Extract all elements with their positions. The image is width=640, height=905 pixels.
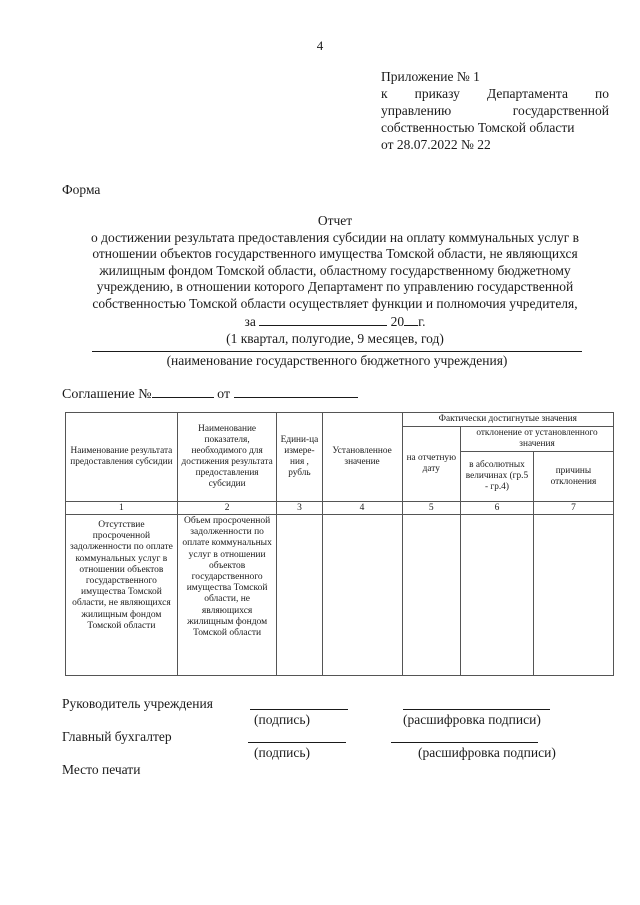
header-indicator-name: Наименование показателя, необходимого для достижения результата предоставления субсидии [177,413,277,502]
title-line-3: жилищным фондом Томской области, областному государственному бюджетному [99,262,571,278]
deviation-reasons-cell [533,515,613,676]
title-line-4: учреждению, в отношении которого Департамент по управлению государственной [96,279,574,294]
title-line-5: собственностью Томской области осуществляет функции и полномочия учредителя, [92,295,578,311]
appendix-line-3: управлению государственной [381,103,609,118]
reporting-date-cell [402,515,460,676]
result-name-cell: Отсутствие просроченной задолженности по оплате коммунальных услуг в отношении объектов государственного имущества Томской области, не являющихся жилищным фондом Томской области [66,515,178,676]
appendix-line-1: Приложение № 1 [381,69,480,84]
period-line [62,312,608,331]
header-actual-values: Фактически достигнутые значения [402,413,613,427]
header-deviation-reasons: причины отклонения [533,452,613,502]
column-number: 1 [66,502,178,515]
header-reporting-date: на отчетную дату [402,427,460,502]
agreement-line [62,384,358,403]
accountant-decode-caption: (расшифровка подписи) [418,745,556,760]
header-unit: Едини-ца измере-ния , рубль [277,413,322,502]
header-target-value: Установленное значение [322,413,402,502]
accountant-signature-caption: (подпись) [254,745,311,760]
column-number: 7 [533,502,613,515]
period-suffix: г. [418,314,426,329]
period-note: (1 квартал, полугодие, 9 месяцев, год) [226,330,444,346]
agreement-label: Соглашение № [62,387,152,402]
header-result-name: Наименование результата предоставления субсидии [66,413,178,502]
period-blank [259,312,387,326]
unit-cell [277,515,322,676]
institution-caption: (наименование государственного бюджетного учреждения) [166,353,508,368]
report-title [62,213,608,347]
title-line-2: отношении объектов государственного имущества Томской области, не являющихся [92,246,578,261]
period-prefix: за [244,314,256,329]
absolute-deviation-cell [461,515,534,676]
column-number: 2 [177,502,277,515]
page-number: 4 [316,38,324,53]
column-number: 6 [461,502,534,515]
appendix-line-2: к приказу Департамента по [381,86,609,101]
column-number: 4 [322,502,402,515]
institution-name-line [92,351,582,352]
appendix-block [381,68,609,153]
agreement-date-blank [234,384,358,398]
accountant-decode-line [391,742,538,743]
head-signature-line [250,709,348,710]
agreement-number-blank [152,384,214,398]
title-line-1: о достижении результата предоставления субсидии на оплату коммунальных услуг в [90,229,580,245]
appendix-line-4: собственностью Томской области [381,120,575,135]
year-blank [404,312,418,326]
header-absolute-deviation: в абсолютных величинах (гр.5 - гр.4) [461,452,534,502]
stamp-place-label: Место печати [62,762,141,777]
head-decode-line [403,709,550,710]
indicator-name-cell: Объем просроченной задолженности по оплате коммунальных услуг в отношении объектов государственного имущества Томской области, не являющихся жилищным фондом Томской области [177,515,277,676]
report-table [65,412,614,676]
chief-accountant-label: Главный бухгалтер [62,729,172,744]
period-year: 20 [390,314,405,329]
head-signature-caption: (подпись) [254,712,311,727]
form-label: Форма [62,182,101,197]
agreement-from: от [217,387,231,402]
head-of-institution-label: Руководитель учреждения [62,696,213,711]
header-deviation: отклонение от установленного значения [461,427,614,452]
target-value-cell [322,515,402,676]
head-decode-caption: (расшифровка подписи) [403,712,541,727]
appendix-line-5: от 28.07.2022 № 22 [381,137,491,152]
column-number: 5 [402,502,460,515]
column-number: 3 [277,502,322,515]
report-heading: Отчет [317,213,353,228]
accountant-signature-line [248,742,346,743]
